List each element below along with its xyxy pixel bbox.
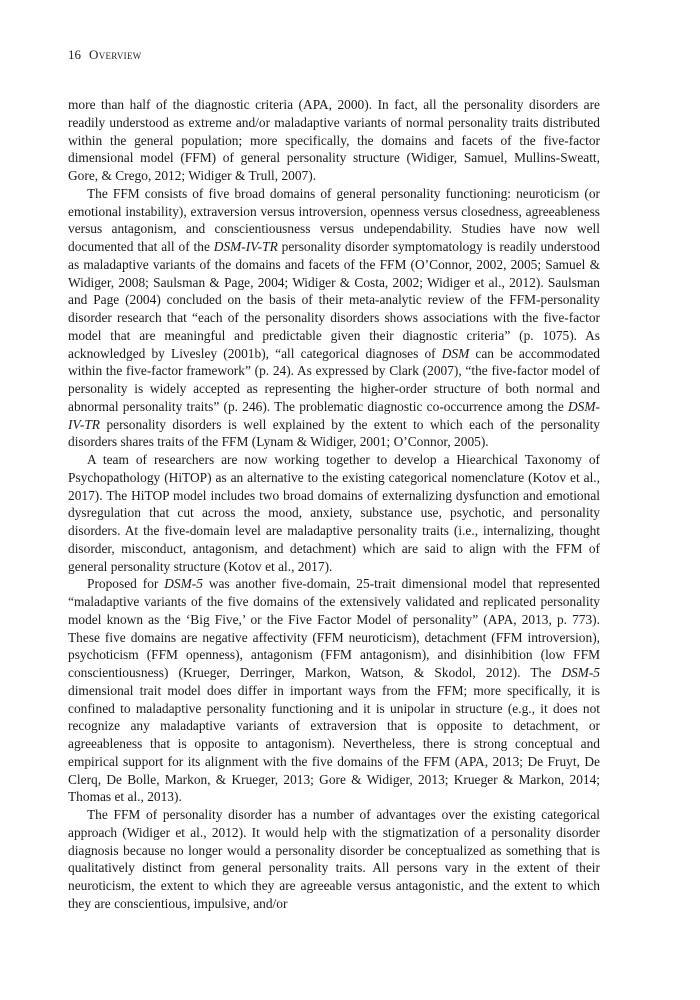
text-run: Proposed for bbox=[87, 576, 165, 592]
text-run: The FFM consists of five broad domains of general personality functioning: neuroticism (or emotional instability), extraversion versus introversion, openness versus closedness, agreeableness versus antagonism, and conscientiousness versus undependability. Studies have now well documented that all of the bbox=[68, 185, 600, 254]
text-run: was another five-domain, 25-trait dimensional model that represented “maladaptive variants of the five domains of the extensively validated and replicated personality model known as the ‘Big Five,’ or the Five Factor Model of personality” (APA, 2013, p. 773). These five domains are negative affectivity (FFM neuroticism), detachment (FFM introversion), psychoticism (FFM openness), antagonism (FFM antagonism), and disinhibition (low FFM conscientiousness) (Krueger, Derringer, Markon, Watson, & Skodol, 2012). The bbox=[68, 576, 600, 680]
body-text bbox=[68, 96, 600, 913]
paragraph bbox=[68, 575, 600, 806]
page-number: 16 bbox=[68, 47, 81, 62]
text-run: The FFM of personality disorder has a number of advantages over the existing categorical approach (Widiger et al., 2012). It would help with the stigmatization of a personality disorder diagnosis because no longer would a personality disorder be conceptualized as something that is qualitatively distinct from general personality traits. All persons vary in the extent of their neuroticism, the extent to which they are agreeable versus antagonistic, and the extent to which they are conscientious, impulsive, and/or bbox=[68, 807, 600, 911]
text-run: A team of researchers are now working together to develop a Hiearchical Taxonomy of Psychopathology (HiTOP) as an alternative to the existing categorical nomenclature (Kotov et al., 2017). The HiTOP model includes two broad domains of externalizing dysfunction and emotional dysregulation that cut across the mood, anxiety, substance use, psychotic, and personality disorders. At the five-domain level are maladaptive personality traits (i.e., internalizing, thought disorder, misconduct, antagonism, and detachment) which are said to align with the FFM of general personality structure (Kotov et al., 2017). bbox=[68, 452, 600, 574]
running-head bbox=[68, 47, 142, 63]
italic-text-run: DSM-IV-TR bbox=[68, 398, 600, 432]
paragraph bbox=[68, 185, 600, 451]
text-run: can be accommodated within the five-factor framework” (p. 24). As expressed by Clark (2007), “the five-factor model of personality is widely accepted as representing the higher-order structure of both normal and abnormal personality traits” (p. 246). The problematic diagnostic co-occurrence among the bbox=[68, 345, 600, 414]
text-run: personality disorders is well explained by the extent to which each of the personality disorders shares traits of the FFM (Lynam & Widiger, 2001; O’Connor, 2005). bbox=[68, 416, 600, 450]
text-run: dimensional trait model does differ in important ways from the FFM; more specifically, it is confined to maladaptive personality functioning and it is unipolar in structure (e.g., it does not recognize any maladaptive variants of extraversion that is opposite to detachment, or agreeableness that is opposite to antagonism). Nevertheless, there is strong conceptual and empirical support for its alignment with the five domains of the FFM (APA, 2013; De Fruyt, De Clerq, De Bolle, Markon, & Krueger, 2013; Gore & Widiger, 2013; Krueger & Markon, 2014; Thomas et al., 2013). bbox=[68, 682, 600, 805]
section-title: Overview bbox=[89, 47, 142, 62]
text-run: personality disorder symptomatology is readily understood as maladaptive variants of the domains and facets of the FFM (O’Connor, 2002, 2005; Samuel & Widiger, 2008; Saulsman & Page, 2004; Widiger & Costa, 2002; Widiger et al., 2012). Saulsman and Page (2004) concluded on the basis of their meta-analytic review of the FFM-personality disorder research that “each of the personality disorders shows associations with the five-factor model that are meaningful and predictable given their diagnostic criteria” (p. 1075). As acknowledged by Livesley (2001b), “all categorical diagnoses of bbox=[68, 239, 600, 361]
italic-text-run: DSM-IV-TR bbox=[213, 239, 278, 254]
paragraph bbox=[68, 96, 600, 185]
italic-text-run: DSM-5 bbox=[164, 576, 203, 592]
paragraph bbox=[68, 806, 600, 913]
italic-text-run: DSM-5 bbox=[561, 665, 600, 680]
text-run: more than half of the diagnostic criteria (APA, 2000). In fact, all the personality disorders are readily understood as extreme and/or maladaptive variants of normal personality traits distributed within the general population; more specifically, the domains and facets of the five-factor dimensional model (FFM) of general personality structure (Widiger, Samuel, Mullins-Sweatt, Gore, & Crego, 2012; Widiger & Trull, 2007). bbox=[68, 97, 600, 183]
paragraph bbox=[68, 451, 600, 575]
italic-text-run: DSM bbox=[441, 345, 470, 361]
